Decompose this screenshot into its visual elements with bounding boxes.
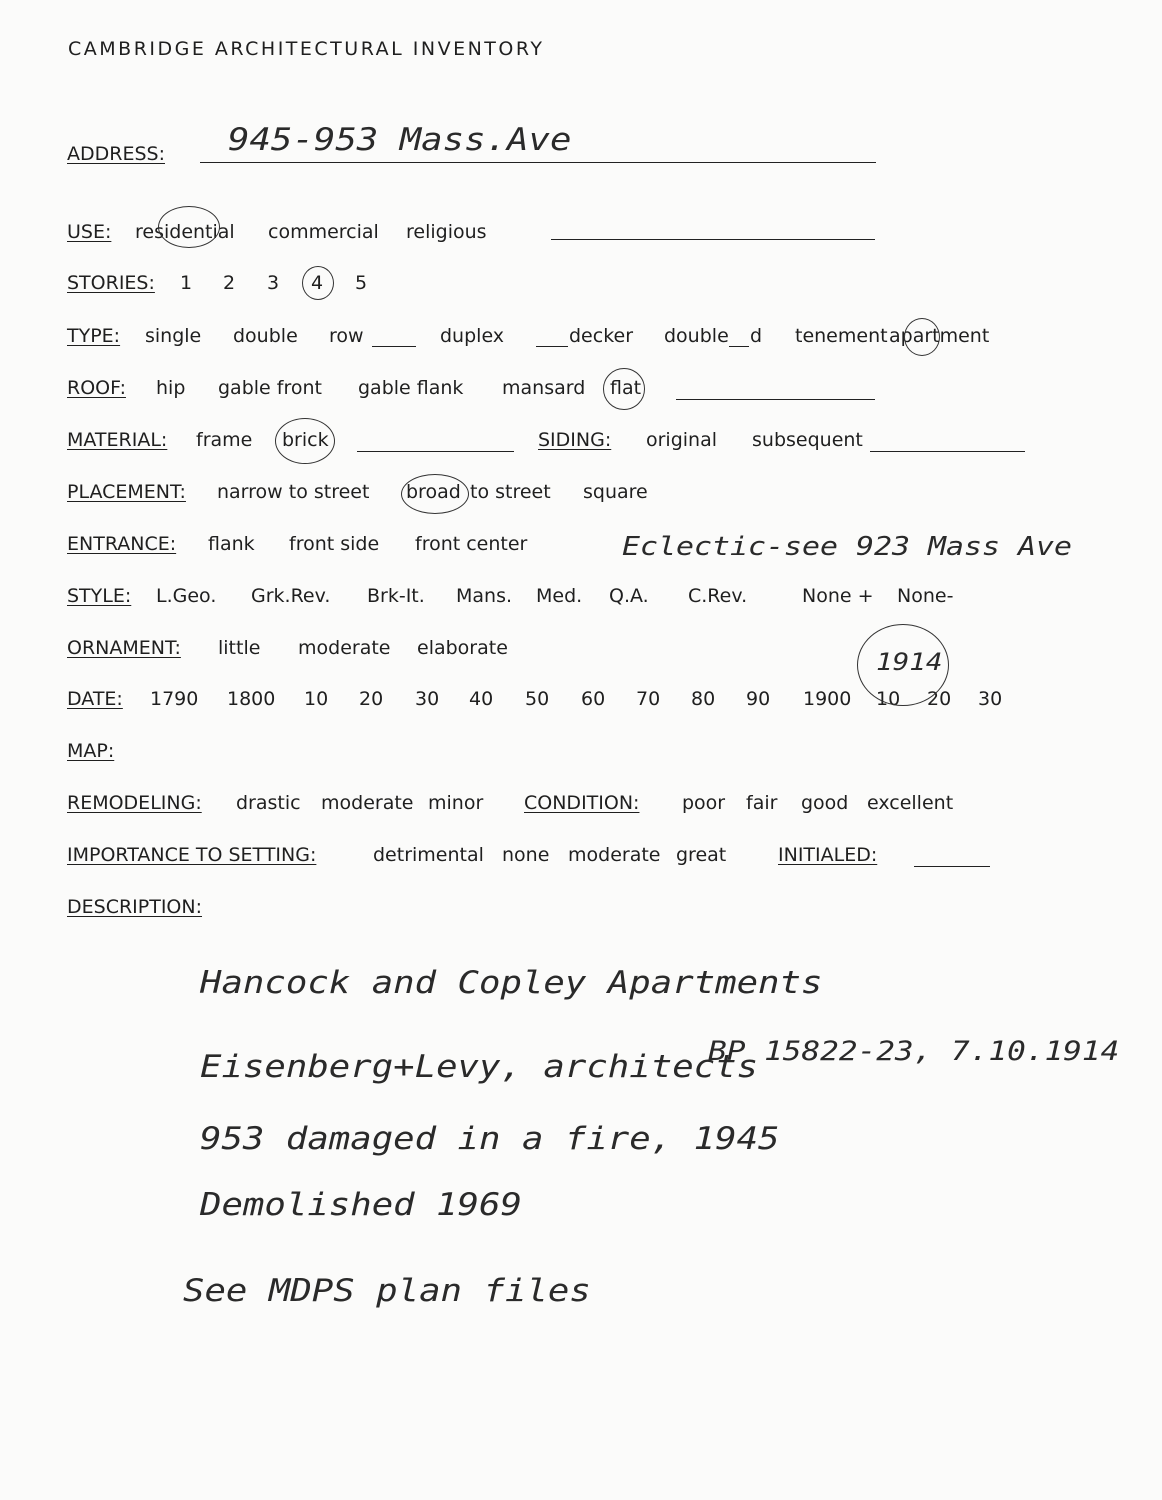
type-row-line xyxy=(372,346,416,347)
date-label: DATE: xyxy=(67,688,123,710)
condition-poor: poor xyxy=(682,792,726,814)
remodeling-label: REMODELING: xyxy=(67,792,202,814)
condition-good: good xyxy=(801,792,849,814)
address-value: 945-953 Mass.Ave xyxy=(228,122,572,158)
type-apartment: apartment xyxy=(889,325,990,347)
form-title: CAMBRIDGE ARCHITECTURAL INVENTORY xyxy=(68,38,545,60)
importance-none: none xyxy=(502,844,550,866)
style-lgeo: L.Geo. xyxy=(156,585,217,607)
material-brick: brick xyxy=(282,429,329,451)
roof-gable-flank: gable flank xyxy=(358,377,464,399)
ornament-moderate: moderate xyxy=(298,637,391,659)
use-label: USE: xyxy=(67,221,112,243)
importance-moderate: moderate xyxy=(568,844,661,866)
style-crev: C.Rev. xyxy=(688,585,748,607)
date-20: 20 xyxy=(359,688,384,710)
type-label: TYPE: xyxy=(67,325,121,347)
style-mans: Mans. xyxy=(456,585,513,607)
date-40: 40 xyxy=(469,688,494,710)
style-label: STYLE: xyxy=(67,585,132,607)
brick-circle-mark xyxy=(275,418,335,464)
condition-label: CONDITION: xyxy=(524,792,640,814)
date-1790: 1790 xyxy=(150,688,199,710)
placement-square: square xyxy=(583,481,648,503)
broad-circle-mark xyxy=(401,474,469,514)
date-80: 80 xyxy=(691,688,716,710)
material-label: MATERIAL: xyxy=(67,429,168,451)
placement-label: PLACEMENT: xyxy=(67,481,186,503)
description-line-3: 953 damaged in a fire, 1945 xyxy=(200,1121,780,1157)
style-none-plus: None + xyxy=(802,585,874,607)
ornament-elaborate: elaborate xyxy=(417,637,508,659)
style-grkrev: Grk.Rev. xyxy=(251,585,331,607)
roof-hip: hip xyxy=(156,377,186,399)
date-1800: 1800 xyxy=(227,688,276,710)
type-tenement: tenement xyxy=(795,325,888,347)
stories-1: 1 xyxy=(180,272,193,294)
roof-flat: flat xyxy=(610,377,642,399)
ornament-label: ORNAMENT: xyxy=(67,637,181,659)
roof-other-line xyxy=(676,399,875,400)
type-row: row xyxy=(329,325,364,347)
use-residential: residential xyxy=(135,221,235,243)
date-50: 50 xyxy=(525,688,550,710)
stories-4: 4 xyxy=(311,272,324,294)
roof-gable-front: gable front xyxy=(218,377,322,399)
description-line-4: Demolished 1969 xyxy=(200,1187,522,1223)
date-30: 30 xyxy=(415,688,440,710)
style-med: Med. xyxy=(536,585,583,607)
style-qa: Q.A. xyxy=(609,585,649,607)
stories-circle-mark xyxy=(302,266,334,300)
description-line-2: Eisenberg+Levy, architects xyxy=(200,1049,759,1085)
stories-5: 5 xyxy=(355,272,368,294)
remodeling-minor: minor xyxy=(428,792,484,814)
condition-excellent: excellent xyxy=(867,792,954,814)
placement-narrow: narrow to street xyxy=(217,481,370,503)
type-double-d-suffix: d xyxy=(750,325,763,347)
date-1930: 30 xyxy=(978,688,1003,710)
description-line-1: Hancock and Copley Apartments xyxy=(200,965,823,1001)
placement-to-street: to street xyxy=(470,481,551,503)
entrance-front-side: front side xyxy=(289,533,380,555)
building-permit-note: BP 15822-23, 7.10.1914 xyxy=(708,1036,1120,1067)
type-duplex: duplex xyxy=(440,325,505,347)
condition-fair: fair xyxy=(746,792,778,814)
ornament-little: little xyxy=(218,637,261,659)
date-10: 10 xyxy=(304,688,329,710)
remodeling-moderate: moderate xyxy=(321,792,414,814)
date-1920: 20 xyxy=(927,688,952,710)
date-70: 70 xyxy=(636,688,661,710)
material-frame: frame xyxy=(196,429,253,451)
importance-great: great xyxy=(676,844,727,866)
date-1900: 1900 xyxy=(803,688,852,710)
initialed-label: INITIALED: xyxy=(778,844,878,866)
flat-circle-mark xyxy=(603,368,645,410)
style-none-minus: None- xyxy=(897,585,954,607)
type-double-d-line xyxy=(729,346,749,347)
entrance-front-center: front center xyxy=(415,533,528,555)
address-label: ADDRESS: xyxy=(67,143,165,165)
entrance-flank: flank xyxy=(208,533,255,555)
importance-label: IMPORTANCE TO SETTING: xyxy=(67,844,317,866)
use-other-line xyxy=(551,239,875,240)
importance-detrimental: detrimental xyxy=(373,844,484,866)
stories-label: STORIES: xyxy=(67,272,155,294)
style-brkit: Brk-It. xyxy=(367,585,425,607)
stories-2: 2 xyxy=(223,272,236,294)
roof-mansard: mansard xyxy=(502,377,586,399)
date-60: 60 xyxy=(581,688,606,710)
siding-label: SIDING: xyxy=(538,429,612,451)
siding-subsequent: subsequent xyxy=(752,429,863,451)
date-1910: 10 xyxy=(876,688,901,710)
type-decker-line xyxy=(536,346,568,347)
address-line xyxy=(200,162,876,163)
siding-other-line xyxy=(870,451,1025,452)
date-handwritten: 1914 xyxy=(876,648,943,676)
style-note: Eclectic-see 923 Mass Ave xyxy=(622,532,1073,562)
use-commercial: commercial xyxy=(268,221,379,243)
residential-circle-mark xyxy=(158,206,220,248)
use-religious: religious xyxy=(406,221,487,243)
description-label: DESCRIPTION: xyxy=(67,896,203,918)
siding-original: original xyxy=(646,429,718,451)
placement-broad: broad xyxy=(406,481,461,503)
date-90: 90 xyxy=(746,688,771,710)
entrance-label: ENTRANCE: xyxy=(67,533,177,555)
stories-3: 3 xyxy=(267,272,280,294)
description-line-5: See MDPS plan files xyxy=(183,1273,591,1309)
type-decker: decker xyxy=(569,325,634,347)
type-double: double xyxy=(233,325,298,347)
map-label: MAP: xyxy=(67,740,115,762)
initialed-line xyxy=(914,866,990,867)
apartment-circle-mark xyxy=(904,318,940,356)
type-single: single xyxy=(145,325,202,347)
type-double-d: double xyxy=(664,325,729,347)
material-other-line xyxy=(357,451,514,452)
remodeling-drastic: drastic xyxy=(236,792,301,814)
roof-label: ROOF: xyxy=(67,377,126,399)
